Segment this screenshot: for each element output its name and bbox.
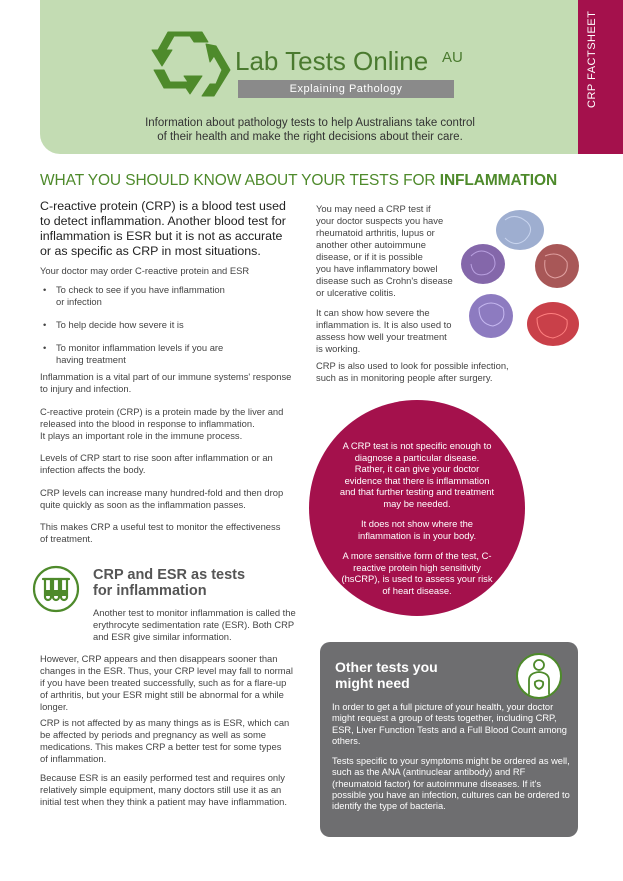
paragraph-severity: It can show how severe the inflammation is. It is also used to assess how well your treatment is working. [316, 307, 452, 354]
logo-region: AU [442, 49, 463, 66]
other-tests-title: Other tests you might need [335, 659, 438, 691]
tagline-line-1: Information about pathology tests to help Australians take control [145, 117, 475, 129]
side-tab-label: CRP FACTSHEET [586, 10, 598, 108]
headline-prefix: WHAT YOU SHOULD KNOW ABOUT YOUR TESTS FOR [40, 172, 440, 189]
other-tests-paragraph-1: In order to get a full picture of your health, your doctor might request a group of tests together, including CRP, ESR, Liver Function Tests and a Full Blood Count among others. [332, 702, 567, 746]
list-item: • To check to see if you have inflammation or infection [40, 284, 300, 308]
other-tests-paragraph-2: Tests specific to your symptoms might be ordered as well, such as the ANA (antinuclear antibody) and RF (rheumatoid factor) for autoimmune diseases. If it's possible you have an infection, cultures can be ordered to identify the type of bacteria. [332, 756, 570, 812]
logo-name: Lab Tests Online [235, 46, 429, 76]
page-headline [40, 172, 557, 190]
paragraph-when-needed: You may need a CRP test if your doctor suspects you have rheumatoid arthritis, lupus or another other autoimmune disease, or if it is possible you have inflammatory bowel disease such as Crohn's disease or ulcerative colitis. [316, 203, 453, 298]
paragraph-inflammation: Inflammation is a vital part of our immune systems' response to injury and infection. [40, 371, 292, 394]
key-facts-text [339, 440, 495, 605]
section-paragraph-2: However, CRP appears and then disappears sooner than changes in the ESR. Thus, your CRP level may fall to normal if you have been treated successfully, such as for a flare-up of arthritis, but your ESR might still be abnormal for a while longer. [40, 653, 293, 712]
paragraph-crp-levels: CRP levels can increase many hundred-fold and then drop quite quickly as soon as the inflammation passes. [40, 487, 284, 510]
logo-strip: Explaining Pathology [238, 80, 454, 98]
paragraph-crp-useful: This makes CRP a useful test to monitor the effectiveness of treatment. [40, 521, 281, 544]
intro-text: Your doctor may order C-reactive protein and ESR [40, 265, 250, 276]
headline-highlight: INFLAMMATION [439, 172, 558, 189]
side-tab [578, 0, 623, 154]
molecule-image [455, 196, 585, 366]
key-fact-3: A more sensitive form of the test, C-reactive protein high sensitivity (hsCRP), is used to assess your risk of heart disease. [341, 550, 493, 596]
tagline [125, 116, 495, 144]
list-item: • To monitor inflammation levels if you are having treatment [40, 342, 300, 366]
logo-icon [150, 26, 232, 98]
other-tests-text [332, 702, 570, 822]
list-item: • To help decide how severe it is [40, 319, 300, 331]
paragraph-infection: CRP is also used to look for possible infection, such as in monitoring people after surgery. [316, 360, 509, 383]
section-paragraph-3: CRP is not affected by as many things as is ESR, which can be affected by periods and pregnancy as well as some medications. This makes CRP a better test for some types of inflammation. [40, 717, 290, 764]
section-title: CRP and ESR as tests for inflammation [93, 567, 246, 599]
section-paragraph-1: Another test to monitor inflammation is called the erythrocyte sedimentation rate (ESR). Both CRP and ESR give similar information. [93, 607, 296, 642]
key-fact-1: A CRP test is not specific enough to diagnose a particular disease. Rather, it can give your doctor evidence that there is inflammation and that further testing and treatment may be needed. [339, 440, 495, 509]
reasons-list [40, 284, 300, 377]
key-fact-2: It does not show where the inflammation is in your body. [357, 518, 477, 541]
paragraph-crp-rise: Levels of CRP start to rise soon after inflammation or an infection affects the body. [40, 452, 273, 475]
person-icon [515, 652, 563, 700]
tagline-line-2: of their health and make the right decisions about their care. [157, 131, 463, 143]
paragraph-crp-protein: C-reactive protein (CRP) is a protein made by the liver and released into the blood in response to inflammation. It plays an important role in the immune process. [40, 406, 284, 441]
test-tubes-icon [32, 565, 80, 613]
section-paragraph-4: Because ESR is an easily performed test and requires only relatively simple equipment, many doctors still use it as an initial test when they think a patient may have inflammation. [40, 772, 288, 807]
key-facts-circle [309, 400, 525, 616]
lead-paragraph: C-reactive protein (CRP) is a blood test used to detect inflammation. Another blood test for inflammation is ESR but it is not as accurate or as specific as CRP in most situations. [40, 199, 286, 258]
